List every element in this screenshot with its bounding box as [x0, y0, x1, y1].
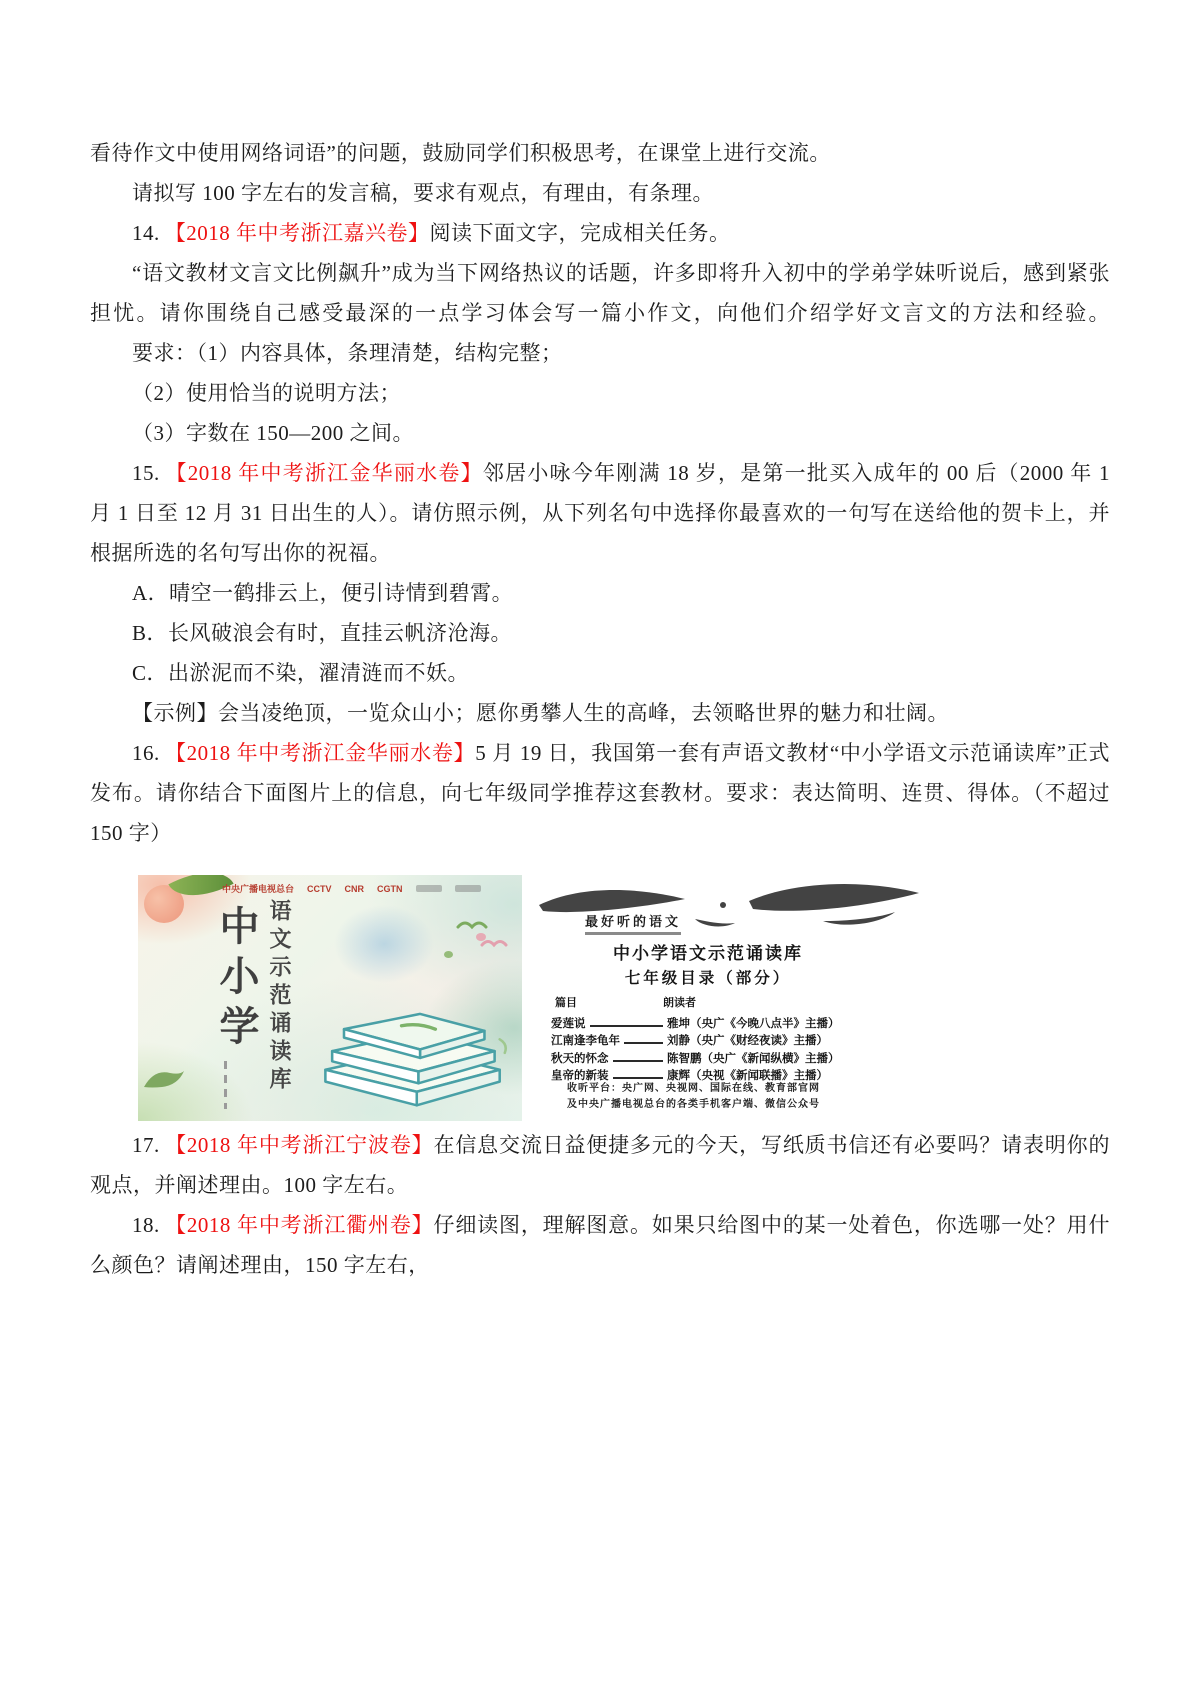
question-number: 15.: [132, 461, 160, 485]
leader-line: [613, 1077, 664, 1079]
question-number: 17.: [132, 1133, 160, 1157]
text-line: 150 字）: [90, 821, 172, 845]
text-line: 根据所选的名句写出你的祝福。: [90, 541, 391, 565]
text-line: “语文教材文言文比例飙升”成为当下网络热议的话题，许多即将升入初中的学弟学妹听说后，感到紧张: [132, 261, 1110, 285]
leader-line: [590, 1025, 664, 1027]
broadcaster-logo: CNR: [344, 883, 365, 894]
question-17-header: [90, 1125, 1110, 1165]
option-a: A．晴空一鹤排云上，便引诗情到碧霄。: [132, 581, 514, 605]
question-text: 在信息交流日益便捷多元的今天，写纸质书信还有必要吗？请表明你的: [433, 1133, 1110, 1157]
exam-source-tag: 【2018 年中考浙江宁波卷】: [164, 1133, 434, 1157]
text-line: （3）字数在 150—200 之间。: [132, 421, 414, 445]
question-text: 阅读下面文字，完成相关任务。: [429, 221, 731, 245]
poster-title-vertical: 中小学: [214, 905, 259, 1055]
broadcaster-logo-row: [222, 882, 481, 895]
catalog-row: [551, 1031, 917, 1049]
question-number: 18.: [132, 1213, 160, 1237]
listening-platforms: [567, 1081, 820, 1113]
question-14-header: [90, 213, 1110, 253]
poster-audio-textbook: [138, 875, 522, 1121]
piece-title: 秋天的怀念: [551, 1052, 609, 1065]
question-text: 仔细读图，理解图意。如果只给图中的某一处着色，你选哪一处？用什: [433, 1213, 1110, 1237]
example-line: 【示例】会当凌绝顶，一览众山小；愿你勇攀人生的高峰，去领略世界的魅力和壮阔。: [132, 701, 949, 725]
platforms-line2: 及中央广播电视总台的各类手机客户端、微信公众号: [567, 1099, 820, 1110]
logo-placeholder-icon: [416, 885, 442, 892]
watercolor-splash-icon: [334, 905, 434, 983]
platforms-line1: 收听平台：央广网、央视网、国际在线、教育部官网: [567, 1083, 820, 1094]
text-line-continuation: 看待作文中使用网络词语”的问题，鼓励同学们积极思考，在课堂上进行交流。: [90, 141, 831, 165]
broadcaster-logo: CCTV: [307, 883, 332, 894]
text-line: 观点，并阐述理由。100 字左右。: [90, 1173, 409, 1197]
catalog-title: 中小学语文示范诵读库: [613, 944, 803, 963]
reader-name: 刘静（央广《财经夜读》主播）: [667, 1035, 828, 1047]
poster-subtitle-vertical: 语文示范诵读库: [267, 899, 292, 1095]
question-15-header: [90, 453, 1110, 493]
reader-name: 雅坤（央广《今晚八点半》主播）: [667, 1017, 840, 1030]
column-reader: 朗读者: [663, 997, 696, 1009]
catalog-rows: [551, 1013, 917, 1083]
text-line: （2）使用恰当的说明方法；: [132, 381, 401, 405]
calligraphy-caption: 最好听的语文: [585, 911, 681, 935]
figure-row: [138, 875, 1110, 1121]
logo-placeholder-icon: [455, 885, 481, 892]
question-text: 5 月 19 日，我国第一套有声语文教材“中小学语文示范诵读库”正式: [475, 741, 1111, 765]
text-line: 担忧。请你围绕自己感受最深的一点学习体会写一篇小作文，向他们介绍学好文言文的方法和经验。: [90, 301, 1110, 325]
column-piece: 篇目: [555, 997, 577, 1009]
seal-text-icon: [224, 1061, 227, 1109]
text-line: 月 1 日至 12 月 31 日出生的人）。请仿照示例，从下列名句中选择你最喜欢的一句写在送给他的贺卡上，并: [90, 501, 1110, 525]
leader-line: [613, 1060, 664, 1062]
piece-title: 江南逢李龟年: [551, 1035, 620, 1047]
question-18-header: [90, 1205, 1110, 1245]
exam-source-tag: 【2018 年中考浙江衢州卷】: [164, 1213, 434, 1237]
catalog-row: [551, 1013, 917, 1031]
piece-title-cell: [551, 1032, 667, 1048]
broadcaster-logo: CGTN: [377, 883, 403, 894]
text-line: 发布。请你结合下面图片上的信息，向七年级同学推荐这套教材。要求：表达简明、连贯、得体。（不超过: [90, 781, 1110, 805]
broadcaster-logo: 中央广播电视总台: [222, 884, 295, 894]
question-16-header: [90, 733, 1110, 773]
leader-line: [624, 1042, 663, 1044]
piece-title: 皇帝的新装: [551, 1070, 609, 1082]
text-line: 么颜色？请阐述理由，150 字左右，: [90, 1253, 430, 1277]
option-c: C．出淤泥而不染，濯清涟而不妖。: [132, 661, 470, 685]
catalog-row: [551, 1048, 917, 1066]
question-text: 邻居小咏今年刚满 18 岁，是第一批买入成年的 00 后（2000 年 1: [482, 461, 1111, 485]
question-number: 16.: [132, 741, 160, 765]
green-bird-icon: [140, 1061, 186, 1095]
poster-catalog: [527, 875, 933, 1121]
piece-title-cell: [551, 1050, 667, 1066]
exam-source-tag: 【2018 年中考浙江金华丽水卷】: [164, 461, 483, 485]
book-stack-icon: [300, 983, 520, 1121]
text-line: 请拟写 100 字左右的发言稿，要求有观点，有理由，有条理。: [132, 181, 714, 205]
exam-source-tag: 【2018 年中考浙江嘉兴卷】: [164, 221, 430, 245]
reader-name: 陈智鹏（央广《新闻纵横》主播）: [667, 1052, 840, 1065]
question-number: 14.: [132, 221, 160, 245]
catalog-subtitle: 七年级目录（部分）: [624, 970, 792, 987]
catalog-column-headers: [551, 994, 696, 1010]
piece-title-cell: [551, 1015, 667, 1031]
option-b: B．长风破浪会有时，直挂云帆济沧海。: [132, 621, 513, 645]
piece-title: 爱莲说: [551, 1017, 586, 1030]
reader-name: 康辉（央视《新闻联播》主播）: [667, 1070, 828, 1082]
text-line: 要求：（1）内容具体，条理清楚，结构完整；: [132, 341, 563, 365]
exam-source-tag: 【2018 年中考浙江金华丽水卷】: [164, 741, 476, 765]
